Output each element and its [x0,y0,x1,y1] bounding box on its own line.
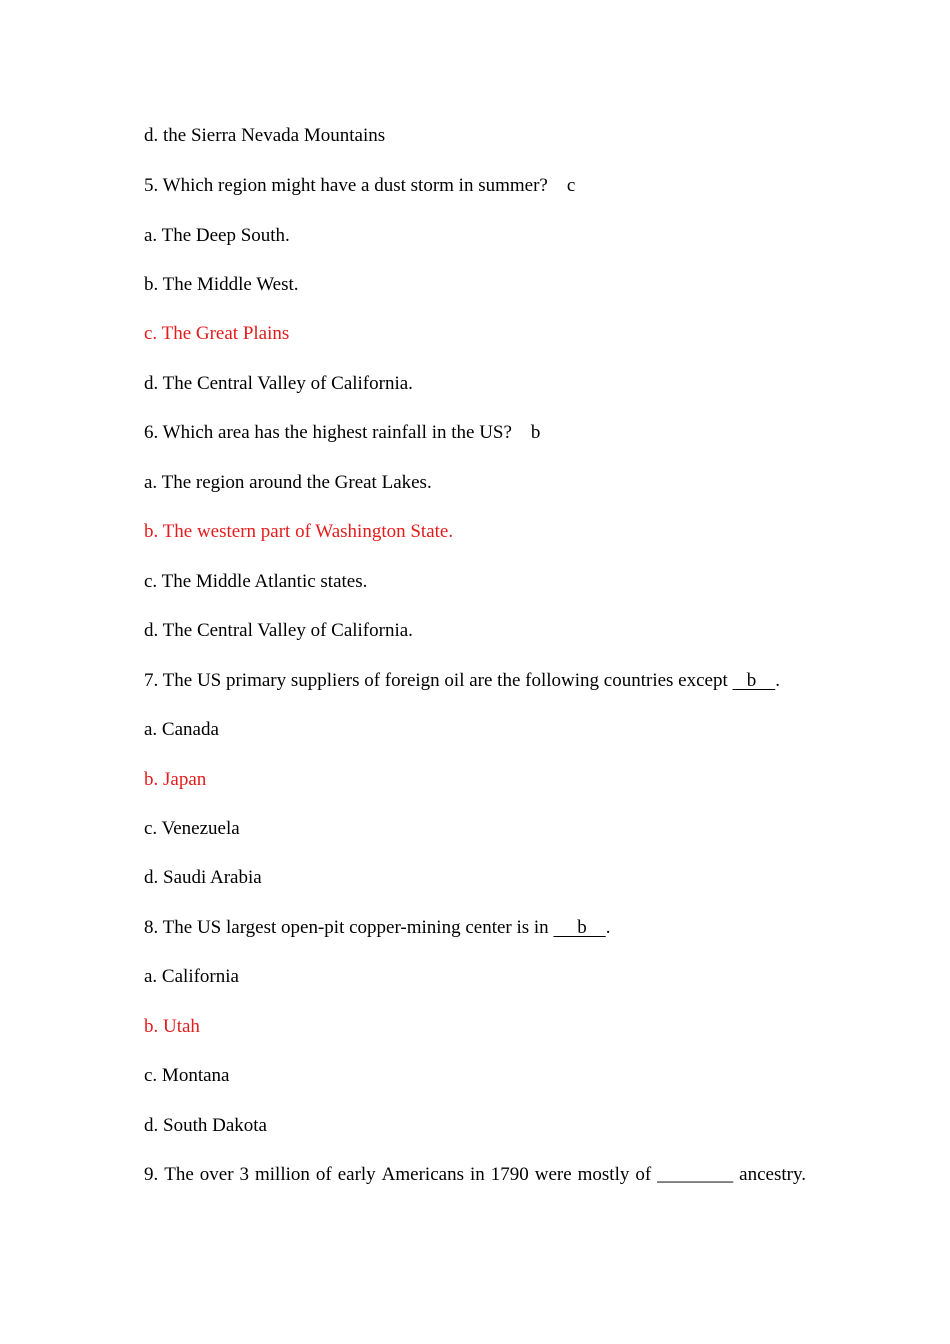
question-9-word: of [315,1164,332,1185]
question-7-option-d: d. Saudi Arabia [144,867,262,888]
option-d-sierra-nevada: d. the Sierra Nevada Mountains [144,125,386,146]
question-8-text: 8. The US largest open-pit copper-mining center is in [144,917,554,938]
question-7-option-a: a. Canada [144,719,219,740]
question-5: 5. Which region might have a dust storm in summer? c [144,175,576,196]
question-5-option-a: a. The Deep South. [144,225,290,246]
question-9-word: 3 [239,1164,250,1185]
question-9-word: 9. [144,1164,159,1185]
question-8-option-b-answer: b. Utah [144,1016,200,1037]
question-9-answer-blank: ________ [657,1164,734,1185]
question-8-option-d: d. South Dakota [144,1115,267,1136]
question-8-answer-blank: b [553,917,606,938]
question-5-option-d: d. The Central Valley of California. [144,373,413,394]
question-7-period: . [775,670,780,691]
question-8-period: . [605,917,611,938]
question-8 [144,916,610,940]
question-9-word: were [534,1164,572,1185]
question-9-word: million [255,1164,310,1185]
question-7-option-b-answer: b. Japan [144,769,207,790]
question-7 [144,669,780,693]
question-8-option-a: a. California [144,966,239,987]
question-6-option-d: d. The Central Valley of California. [144,620,413,641]
question-9-word: in [469,1164,485,1185]
question-9-word: Americans [381,1164,464,1185]
question-9-word: of [635,1164,652,1185]
question-6-option-a: a. The region around the Great Lakes. [144,472,432,493]
question-5-option-b: b. The Middle West. [144,274,299,295]
question-9-word: The [164,1164,194,1185]
question-6-option-c: c. The Middle Atlantic states. [144,571,368,592]
question-7-answer-blank: b [732,670,776,691]
question-5-option-c-answer: c. The Great Plains [144,323,290,344]
question-8-option-c: c. Montana [144,1065,230,1086]
question-9-word: ancestry. [739,1164,806,1185]
question-6-option-b-answer: b. The western part of Washington State. [144,521,454,542]
question-9-word: mostly [577,1164,630,1185]
question-9-word: 1790 [490,1164,529,1185]
question-9 [144,1163,806,1187]
question-6: 6. Which area has the highest rainfall in the US? b [144,422,541,443]
question-7-option-c: c. Venezuela [144,818,240,839]
question-9-word: over [199,1164,234,1185]
question-9-word: early [337,1164,376,1185]
question-7-text: 7. The US primary suppliers of foreign oil are the following countries except [144,670,733,691]
